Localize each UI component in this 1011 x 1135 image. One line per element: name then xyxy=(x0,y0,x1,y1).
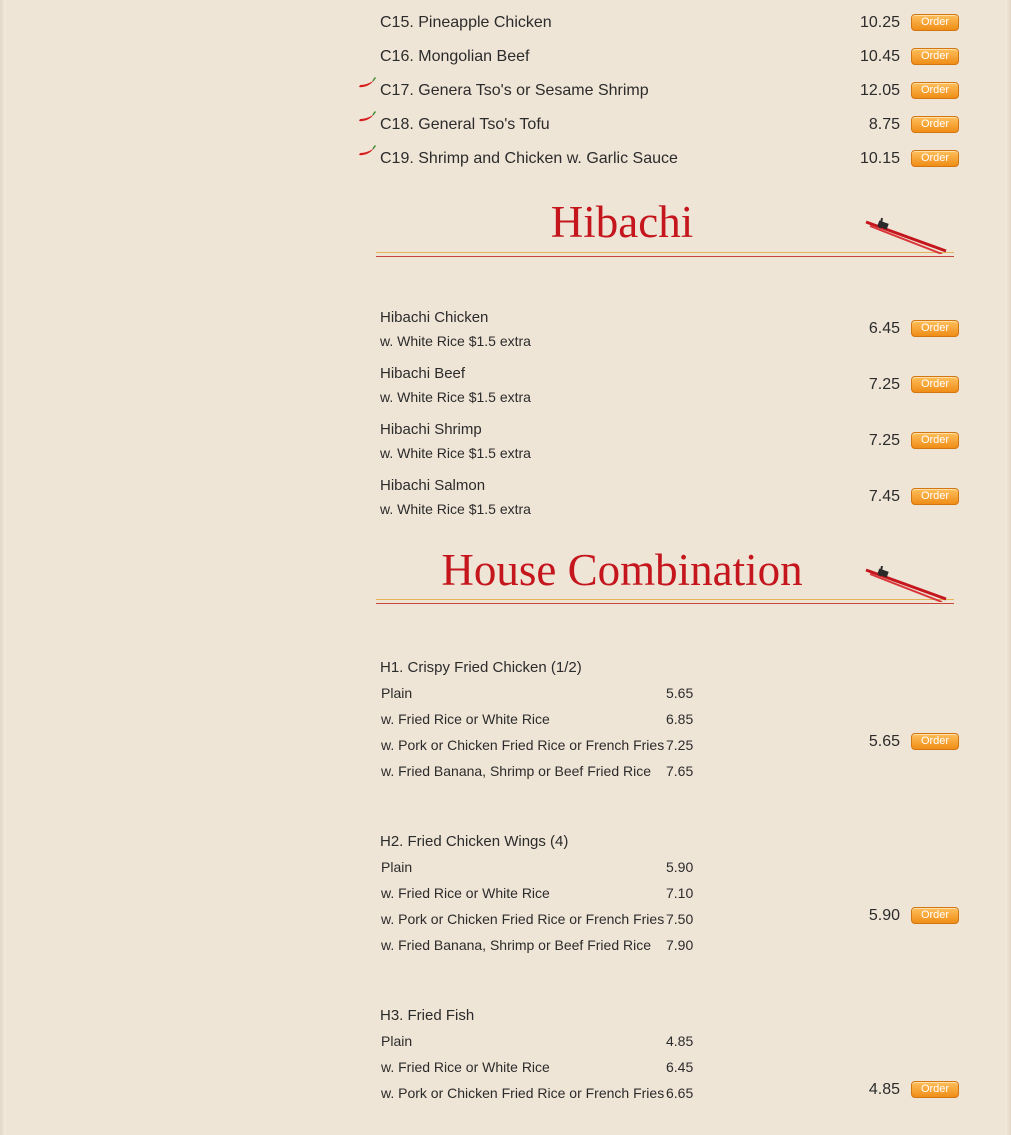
menu-item-name: C17. Genera Tso's or Sesame Shrimp xyxy=(380,82,649,99)
menu-item-name: Hibachi Shrimp xyxy=(380,421,482,438)
combo-option-price: 7.65 xyxy=(666,763,694,779)
combo-option-row xyxy=(379,706,706,732)
combo-option-label: w. Pork or Chicken Fried Rice or French Fries xyxy=(381,1085,665,1101)
order-button[interactable]: Order xyxy=(911,14,959,31)
combo-option-label: Plain xyxy=(381,685,413,701)
menu-item xyxy=(356,362,968,418)
menu-item-price: 10.45 xyxy=(859,48,900,65)
menu-item xyxy=(356,102,968,136)
section-header-hibachi xyxy=(356,196,968,306)
menu-item-price: 10.25 xyxy=(859,14,900,31)
combo-item-price: 5.90 xyxy=(868,907,900,924)
chili-pepper-icon xyxy=(358,77,376,89)
order-button[interactable]: Order xyxy=(911,907,959,924)
menu-item-note: w. White Rice $1.5 extra xyxy=(380,445,531,461)
menu-item xyxy=(356,306,968,362)
order-button[interactable]: Order xyxy=(911,432,959,449)
combo-option-price: 7.25 xyxy=(666,737,694,753)
menu-item-price: 8.75 xyxy=(868,116,900,133)
right-border xyxy=(1005,0,1011,1135)
combo-options-table xyxy=(379,854,706,958)
combo-option-label: w. Fried Rice or White Rice xyxy=(381,885,550,901)
combo-option-price: 7.50 xyxy=(666,911,694,927)
combo-item xyxy=(356,830,968,1004)
combo-option-price: 6.45 xyxy=(666,1059,694,1075)
combo-option-label: Plain xyxy=(381,859,413,875)
combo-options-table xyxy=(379,680,706,784)
menu-item xyxy=(356,34,968,68)
menu-item-price: 7.25 xyxy=(868,376,900,393)
combo-option-price: 6.85 xyxy=(666,711,694,727)
menu-item-name: C16. Mongolian Beef xyxy=(380,48,530,65)
combo-option-label: w. Fried Banana, Shrimp or Beef Fried Rice xyxy=(381,763,652,779)
combo-option-row xyxy=(379,1080,706,1106)
order-button[interactable]: Order xyxy=(911,733,959,750)
menu-item xyxy=(356,474,968,530)
combo-item-price: 5.65 xyxy=(868,733,900,750)
order-button[interactable]: Order xyxy=(911,320,959,337)
chili-pepper-icon xyxy=(358,111,376,123)
order-button[interactable]: Order xyxy=(911,1081,959,1098)
combo-option-row xyxy=(379,880,706,906)
menu-item xyxy=(356,0,968,34)
hibachi-list xyxy=(356,306,968,530)
combo-option-row xyxy=(379,906,706,932)
order-button[interactable]: Order xyxy=(911,48,959,65)
menu-item-name: Hibachi Chicken xyxy=(380,309,489,326)
combo-item-name: H1. Crispy Fried Chicken (1/2) xyxy=(380,659,582,676)
menu-item-name: C18. General Tso's Tofu xyxy=(380,116,550,133)
menu-item-note: w. White Rice $1.5 extra xyxy=(380,389,531,405)
menu-item-price: 6.45 xyxy=(868,320,900,337)
section-title: Hibachi xyxy=(550,197,694,247)
menu-item-note: w. White Rice $1.5 extra xyxy=(380,333,531,349)
chopsticks-icon xyxy=(864,566,948,602)
top-items-list xyxy=(356,0,968,170)
left-border xyxy=(0,0,6,1135)
combo-option-price: 4.85 xyxy=(666,1033,694,1049)
menu-item-name: Hibachi Beef xyxy=(380,365,466,382)
combo-option-price: 7.10 xyxy=(666,885,694,901)
combo-item xyxy=(356,656,968,830)
menu-item-price: 12.05 xyxy=(859,82,900,99)
chili-pepper-icon xyxy=(358,145,376,157)
combo-option-price: 5.90 xyxy=(666,859,694,875)
combo-option-price: 7.90 xyxy=(666,937,694,953)
menu-item xyxy=(356,68,968,102)
menu-item-name: C19. Shrimp and Chicken w. Garlic Sauce xyxy=(380,150,678,167)
menu-item xyxy=(356,418,968,474)
combo-option-label: w. Pork or Chicken Fried Rice or French Fries xyxy=(381,737,665,753)
menu-item-note: w. White Rice $1.5 extra xyxy=(380,501,531,517)
menu-item-price: 7.45 xyxy=(868,488,900,505)
menu-item-name: Hibachi Salmon xyxy=(380,477,486,494)
menu-item-price: 7.25 xyxy=(868,432,900,449)
combo-option-label: w. Fried Banana, Shrimp or Beef Fried Rice xyxy=(381,937,652,953)
menu-item xyxy=(356,136,968,170)
combo-option-row xyxy=(379,732,706,758)
combo-option-price: 5.65 xyxy=(666,685,694,701)
combo-option-label: w. Fried Rice or White Rice xyxy=(381,1059,550,1075)
combo-option-row xyxy=(379,1054,706,1080)
combo-item-name: H3. Fried Fish xyxy=(380,1007,475,1024)
combo-option-row xyxy=(379,758,706,784)
combo-option-label: Plain xyxy=(381,1033,413,1049)
menu-content xyxy=(356,0,968,1135)
combo-option-price: 6.65 xyxy=(666,1085,694,1101)
combo-item-price: 4.85 xyxy=(868,1081,900,1098)
order-button[interactable]: Order xyxy=(911,150,959,167)
combo-option-row xyxy=(379,932,706,958)
chopsticks-icon xyxy=(864,218,948,254)
menu-item-name: C15. Pineapple Chicken xyxy=(380,14,552,31)
order-button[interactable]: Order xyxy=(911,82,959,99)
order-button[interactable]: Order xyxy=(911,116,959,133)
combo-option-row xyxy=(379,1028,706,1054)
combo-item xyxy=(356,1004,968,1135)
combo-option-label: w. Fried Rice or White Rice xyxy=(381,711,550,727)
order-button[interactable]: Order xyxy=(911,488,959,505)
combo-item-name: H2. Fried Chicken Wings (4) xyxy=(380,833,569,850)
section-title: House Combination xyxy=(441,545,803,595)
combination-list xyxy=(356,656,968,1135)
combo-option-label: w. Pork or Chicken Fried Rice or French Fries xyxy=(381,911,665,927)
order-button[interactable]: Order xyxy=(911,376,959,393)
combo-option-row xyxy=(379,854,706,880)
section-header-house-combination xyxy=(356,544,968,656)
menu-item-price: 10.15 xyxy=(859,150,900,167)
combo-options-table xyxy=(379,1028,706,1106)
combo-option-row xyxy=(379,680,706,706)
